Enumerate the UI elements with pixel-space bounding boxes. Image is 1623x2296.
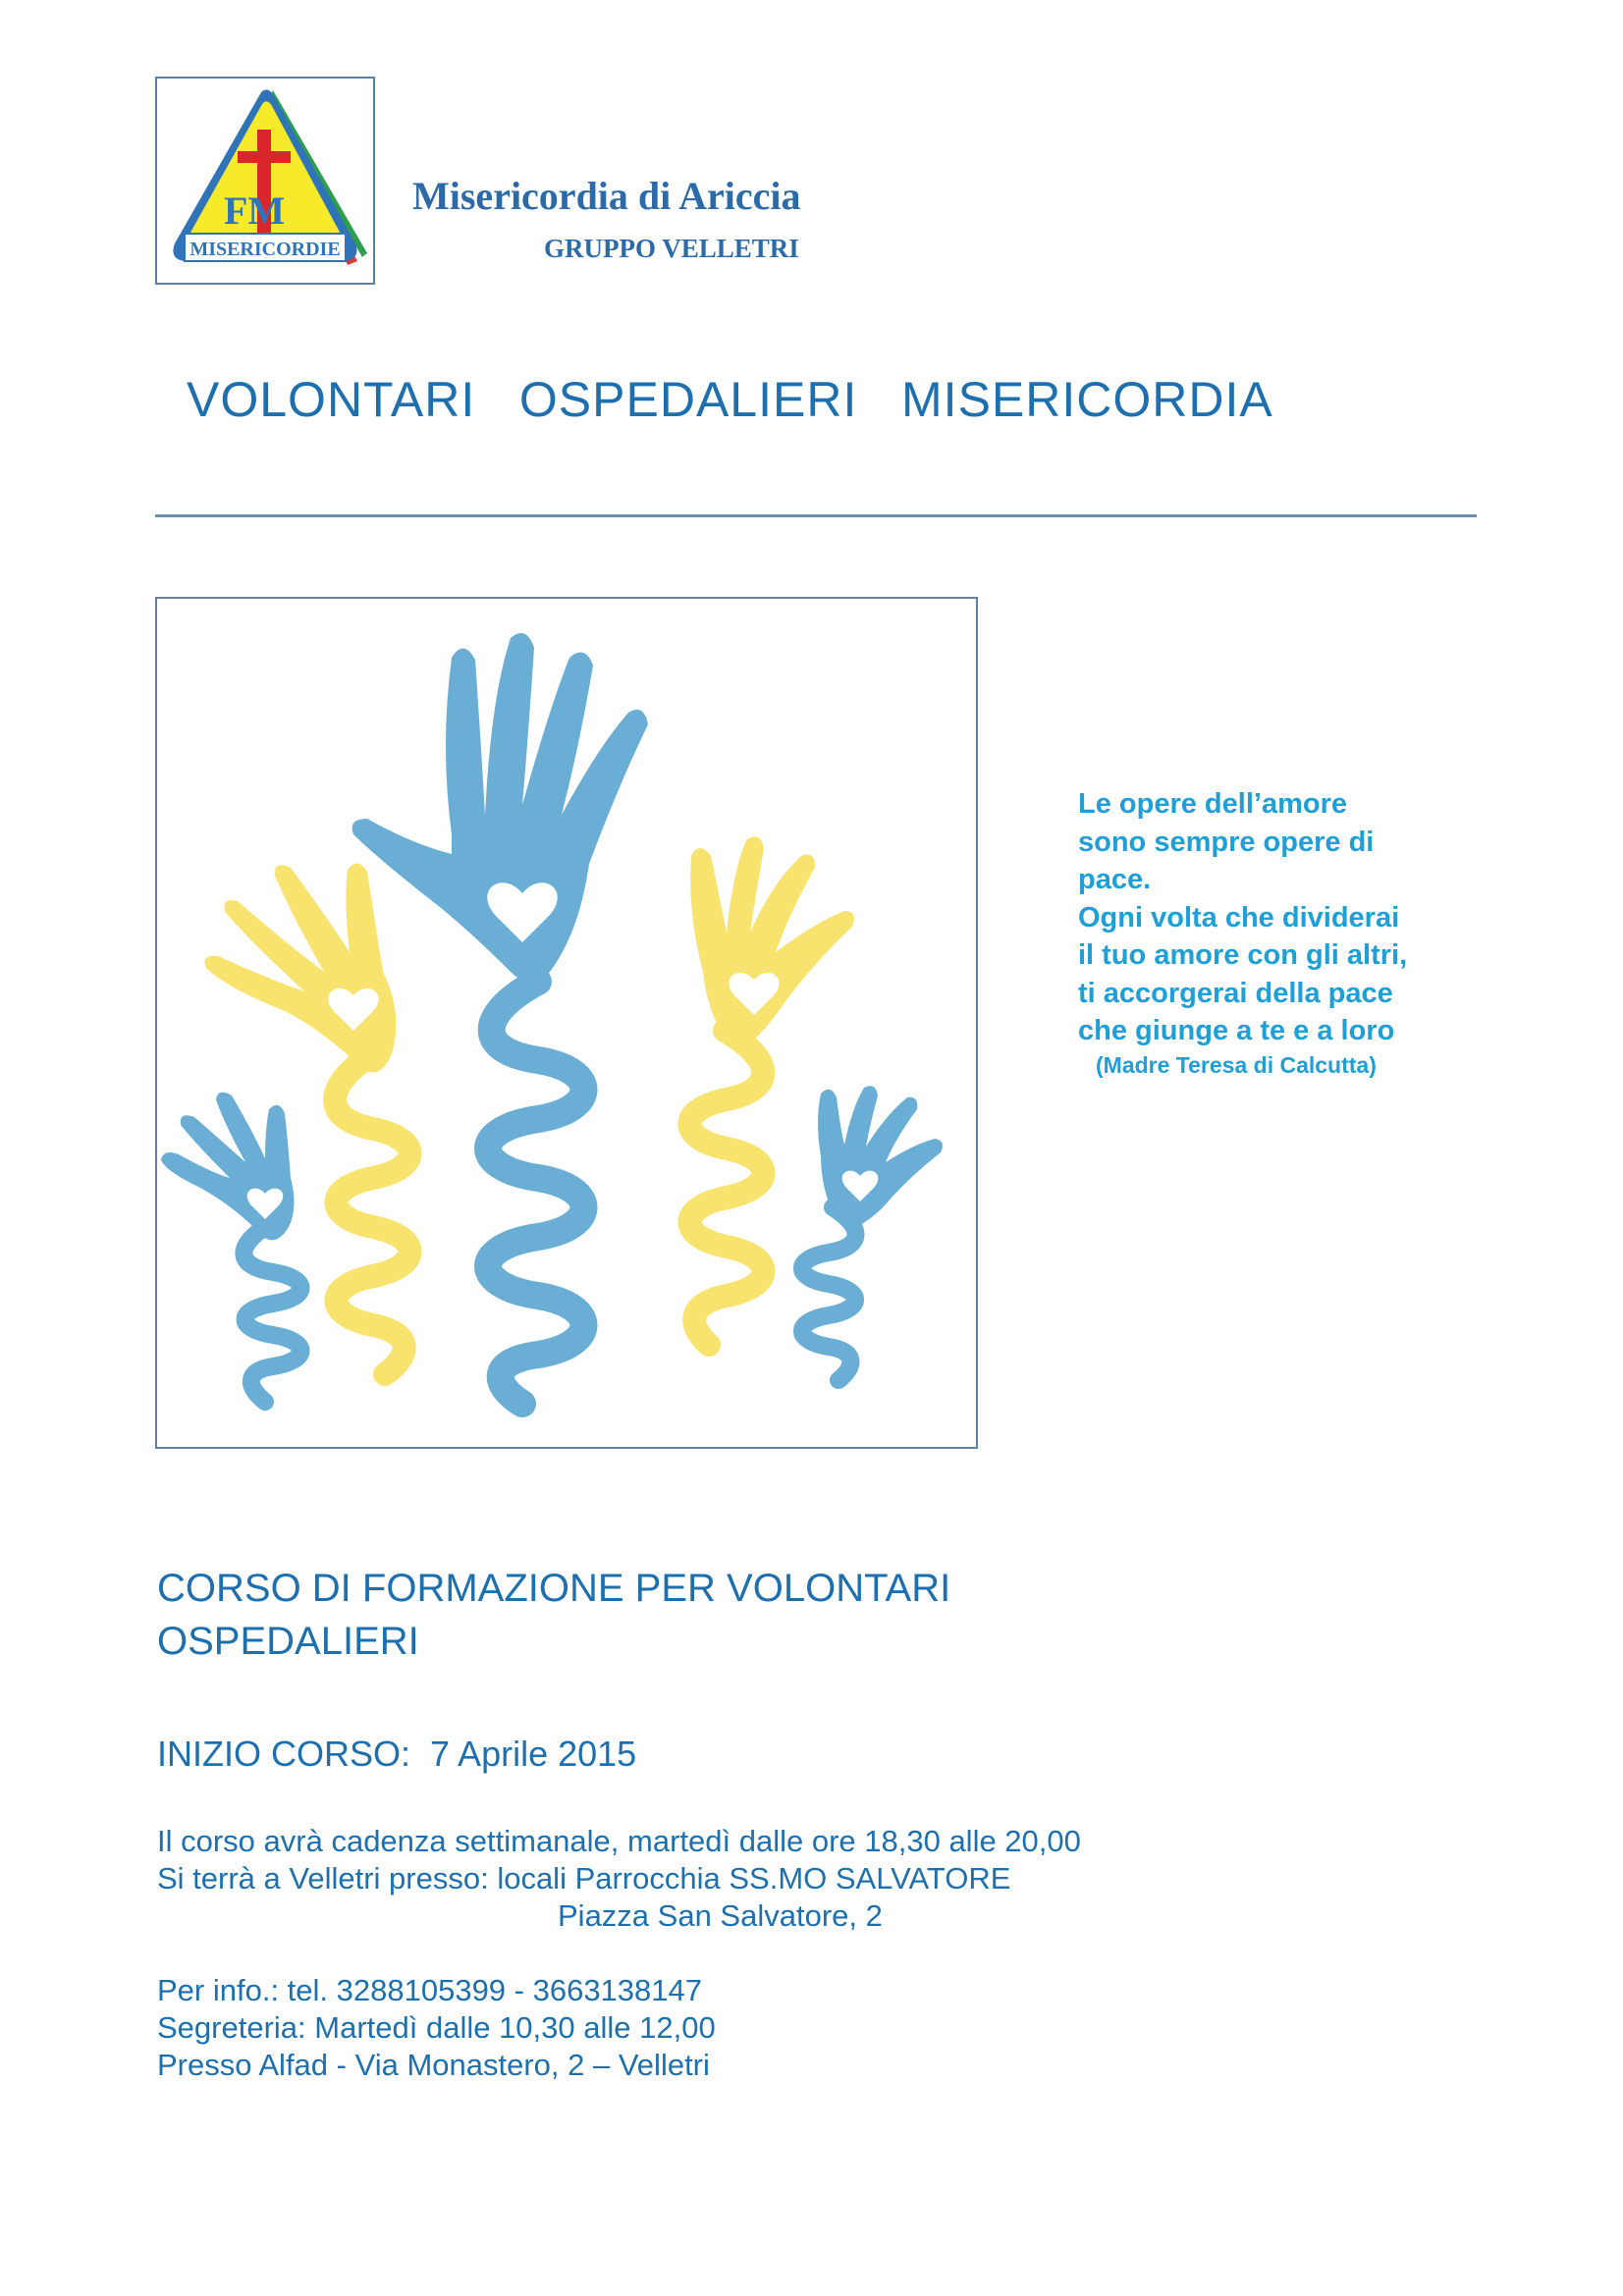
course-title-continued: OSPEDALIERI — [157, 1620, 419, 1663]
quote-block — [1078, 785, 1490, 1080]
logo-text: MISERICORDIE — [189, 239, 341, 260]
org-group-name: GRUPPO VELLETRI — [544, 234, 799, 263]
page-title: VOLONTARI OSPEDALIERI MISERICORDIA — [187, 372, 1273, 427]
course-location: Si terrà a Velletri presso: locali Parrocchia SS.MO SALVATORE — [157, 1861, 1011, 1896]
logo-monogram: FM — [224, 188, 286, 233]
divider — [155, 514, 1477, 517]
course-address: Piazza San Salvatore, 2 — [558, 1898, 883, 1933]
org-name: Misericordia di Ariccia — [412, 174, 801, 218]
quote-line: sono sempre opere di — [1078, 826, 1375, 858]
info-phone: Per info.: tel. 3288105399 - 3663138147 — [157, 1973, 703, 2007]
office-address: Presso Alfad - Via Monastero, 2 – Velletri — [157, 2048, 710, 2082]
quote-line: che giunge a te e a loro — [1078, 1015, 1395, 1046]
quote-line: Le opere dell’amore — [1078, 788, 1347, 820]
quote-line: pace. — [1078, 864, 1152, 895]
course-title: CORSO DI FORMAZIONE PER VOLONTARI — [157, 1567, 951, 1610]
misericordie-logo-emblem — [157, 79, 377, 287]
quote-line: Ogni volta che dividerai — [1078, 901, 1400, 934]
quote-line: il tuo amore con gli altri, — [1078, 939, 1408, 971]
course-start-date: INIZIO CORSO: 7 Aprile 2015 — [157, 1734, 637, 1774]
quote-line: ti accorgerai della pace — [1078, 977, 1393, 1009]
misericordie-logo — [155, 77, 375, 285]
quote-author: (Madre Teresa di Calcutta) — [1096, 1051, 1377, 1078]
hands-artwork — [157, 599, 976, 1447]
hands-illustration — [155, 597, 978, 1449]
course-schedule: Il corso avrà cadenza settimanale, martedì dalle ore 18,30 alle 20,00 — [157, 1824, 1081, 1858]
secretary-hours: Segreteria: Martedì dalle 10,30 alle 12,00 — [157, 2010, 716, 2045]
